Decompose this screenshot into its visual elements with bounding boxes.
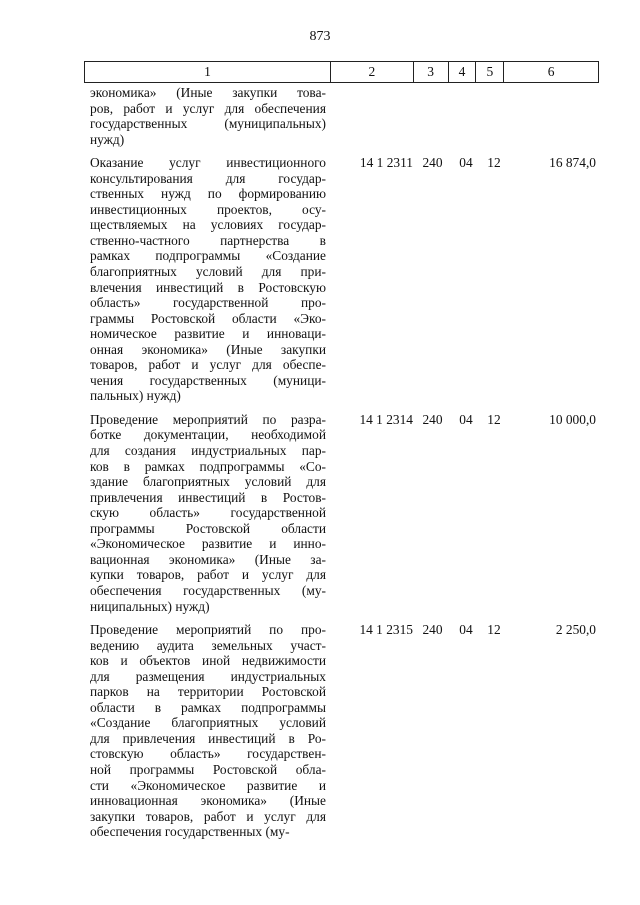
description-line: обеспечения государственных (му- <box>90 582 326 598</box>
description-line: нужд) <box>90 131 125 147</box>
row-description <box>84 412 326 614</box>
row-description <box>84 622 326 840</box>
description-line: экономика» (Иные закупки това- <box>90 85 326 100</box>
description-line: вационная экономика» (Иные за- <box>90 551 326 567</box>
description-line: ной программы Ростовской обла- <box>90 761 326 777</box>
target-article-code: 14 1 2311 <box>359 155 413 171</box>
subsection: 12 <box>487 622 501 638</box>
description-line: ственно-частного партнерства в <box>90 232 326 248</box>
page-number: 873 <box>309 29 331 44</box>
description-line: купки товаров, работ и услуг для <box>90 567 326 583</box>
description-line: сти «Экономическое развитие и <box>90 777 326 793</box>
header-col-4: 4 <box>449 62 477 82</box>
header-col-3: 3 <box>414 62 449 82</box>
description-line: ков в рамках подпрограммы «Со- <box>90 458 326 474</box>
description-line: «Экономическое развитие и инно- <box>90 536 326 552</box>
target-article-code: 14 1 2314 <box>359 411 413 427</box>
amount: 10 000,0 <box>549 411 596 427</box>
description-line: для размещения индустриальных <box>90 668 326 684</box>
row-gap <box>84 614 599 622</box>
description-line: «Создание благоприятных условий <box>90 715 326 731</box>
section: 04 <box>459 411 473 427</box>
description-line: чения государственных (муници- <box>90 372 326 388</box>
description-line: парков на территории Ростовской <box>90 684 326 700</box>
description-line: Проведение мероприятий по разра- <box>90 411 326 427</box>
description-line: рамках подпрограммы «Создание <box>90 248 326 264</box>
header-col-1: 1 <box>85 62 331 82</box>
table-row <box>84 85 599 147</box>
description-line: стовскую область» государствен- <box>90 746 326 762</box>
description-line: ков и объектов иной недвижимости <box>90 653 326 669</box>
description-line: Оказание услуг инвестиционного <box>90 155 326 171</box>
description-line: область» государственной про- <box>90 295 326 311</box>
row-gap <box>84 404 599 412</box>
description-line: ществляемых на условиях государ- <box>90 217 326 233</box>
description-line: закупки товаров, работ и услуг для <box>90 808 326 824</box>
description-line: инвестиционных проектов, осу- <box>90 201 326 217</box>
header-col-2: 2 <box>331 62 414 82</box>
description-line: для создания индустриальных пар- <box>90 443 326 459</box>
description-line: товаров, работ и услуг для обеспе- <box>90 357 326 373</box>
row-gap <box>84 147 599 155</box>
table-row <box>84 155 599 404</box>
description-line: обеспечения государственных (му- <box>90 824 290 840</box>
subsection <box>480 85 508 147</box>
description-line: пальных) нужд) <box>90 388 181 404</box>
table-row <box>84 622 599 840</box>
table-row <box>84 412 599 614</box>
amount: 16 874,0 <box>549 155 596 171</box>
description-line: для привлечения инвестиций в Ро- <box>90 730 326 746</box>
description-line: программы Ростовской области <box>90 520 326 536</box>
target-article-code <box>326 85 413 147</box>
row-description <box>84 85 326 147</box>
description-line: граммы Ростовской области «Эко- <box>90 310 326 326</box>
description-line: Проведение мероприятий по про- <box>90 622 326 638</box>
description-line: ственных нужд по формированию <box>90 186 326 202</box>
description-line: консультирования для государ- <box>90 170 326 186</box>
header-col-5: 5 <box>476 62 504 82</box>
description-line: инновационная экономика» (Иные <box>90 793 326 809</box>
description-line: привлечения инвестиций в Ростов- <box>90 489 326 505</box>
expense-type: 240 <box>422 155 443 171</box>
description-line: области в рамках подпрограммы <box>90 699 326 715</box>
description-line: влечения инвестиций в Ростовскую <box>90 279 326 295</box>
row-description <box>84 155 326 404</box>
description-line: скую область» государственной <box>90 505 326 521</box>
description-line: ведению аудита земельных участ- <box>90 637 326 653</box>
table-body <box>84 85 599 840</box>
description-line: ров, работ и услуг для обеспечения <box>90 100 326 116</box>
subsection: 12 <box>487 155 501 171</box>
section: 04 <box>459 622 473 638</box>
description-line: ниципальных) нужд) <box>90 598 210 614</box>
description-line: ботке документации, необходимой <box>90 427 326 443</box>
table-header <box>84 61 599 83</box>
header-col-6: 6 <box>547 64 555 79</box>
expense-type: 240 <box>422 411 443 427</box>
description-line: номическое развитие и инноваци- <box>90 326 326 342</box>
amount: 2 250,0 <box>555 622 596 638</box>
description-line: онная экономика» (Иные закупки <box>90 341 326 357</box>
section: 04 <box>459 155 473 171</box>
description-line: здание благоприятных условий для <box>90 474 326 490</box>
description-line: государственных (муниципальных) <box>90 116 326 132</box>
amount <box>508 85 596 147</box>
expense-type <box>413 85 452 147</box>
section <box>452 85 480 147</box>
description-line: благоприятных условий для при- <box>90 264 326 280</box>
subsection: 12 <box>487 411 501 427</box>
expense-type: 240 <box>422 622 443 638</box>
target-article-code: 14 1 2315 <box>359 622 413 638</box>
